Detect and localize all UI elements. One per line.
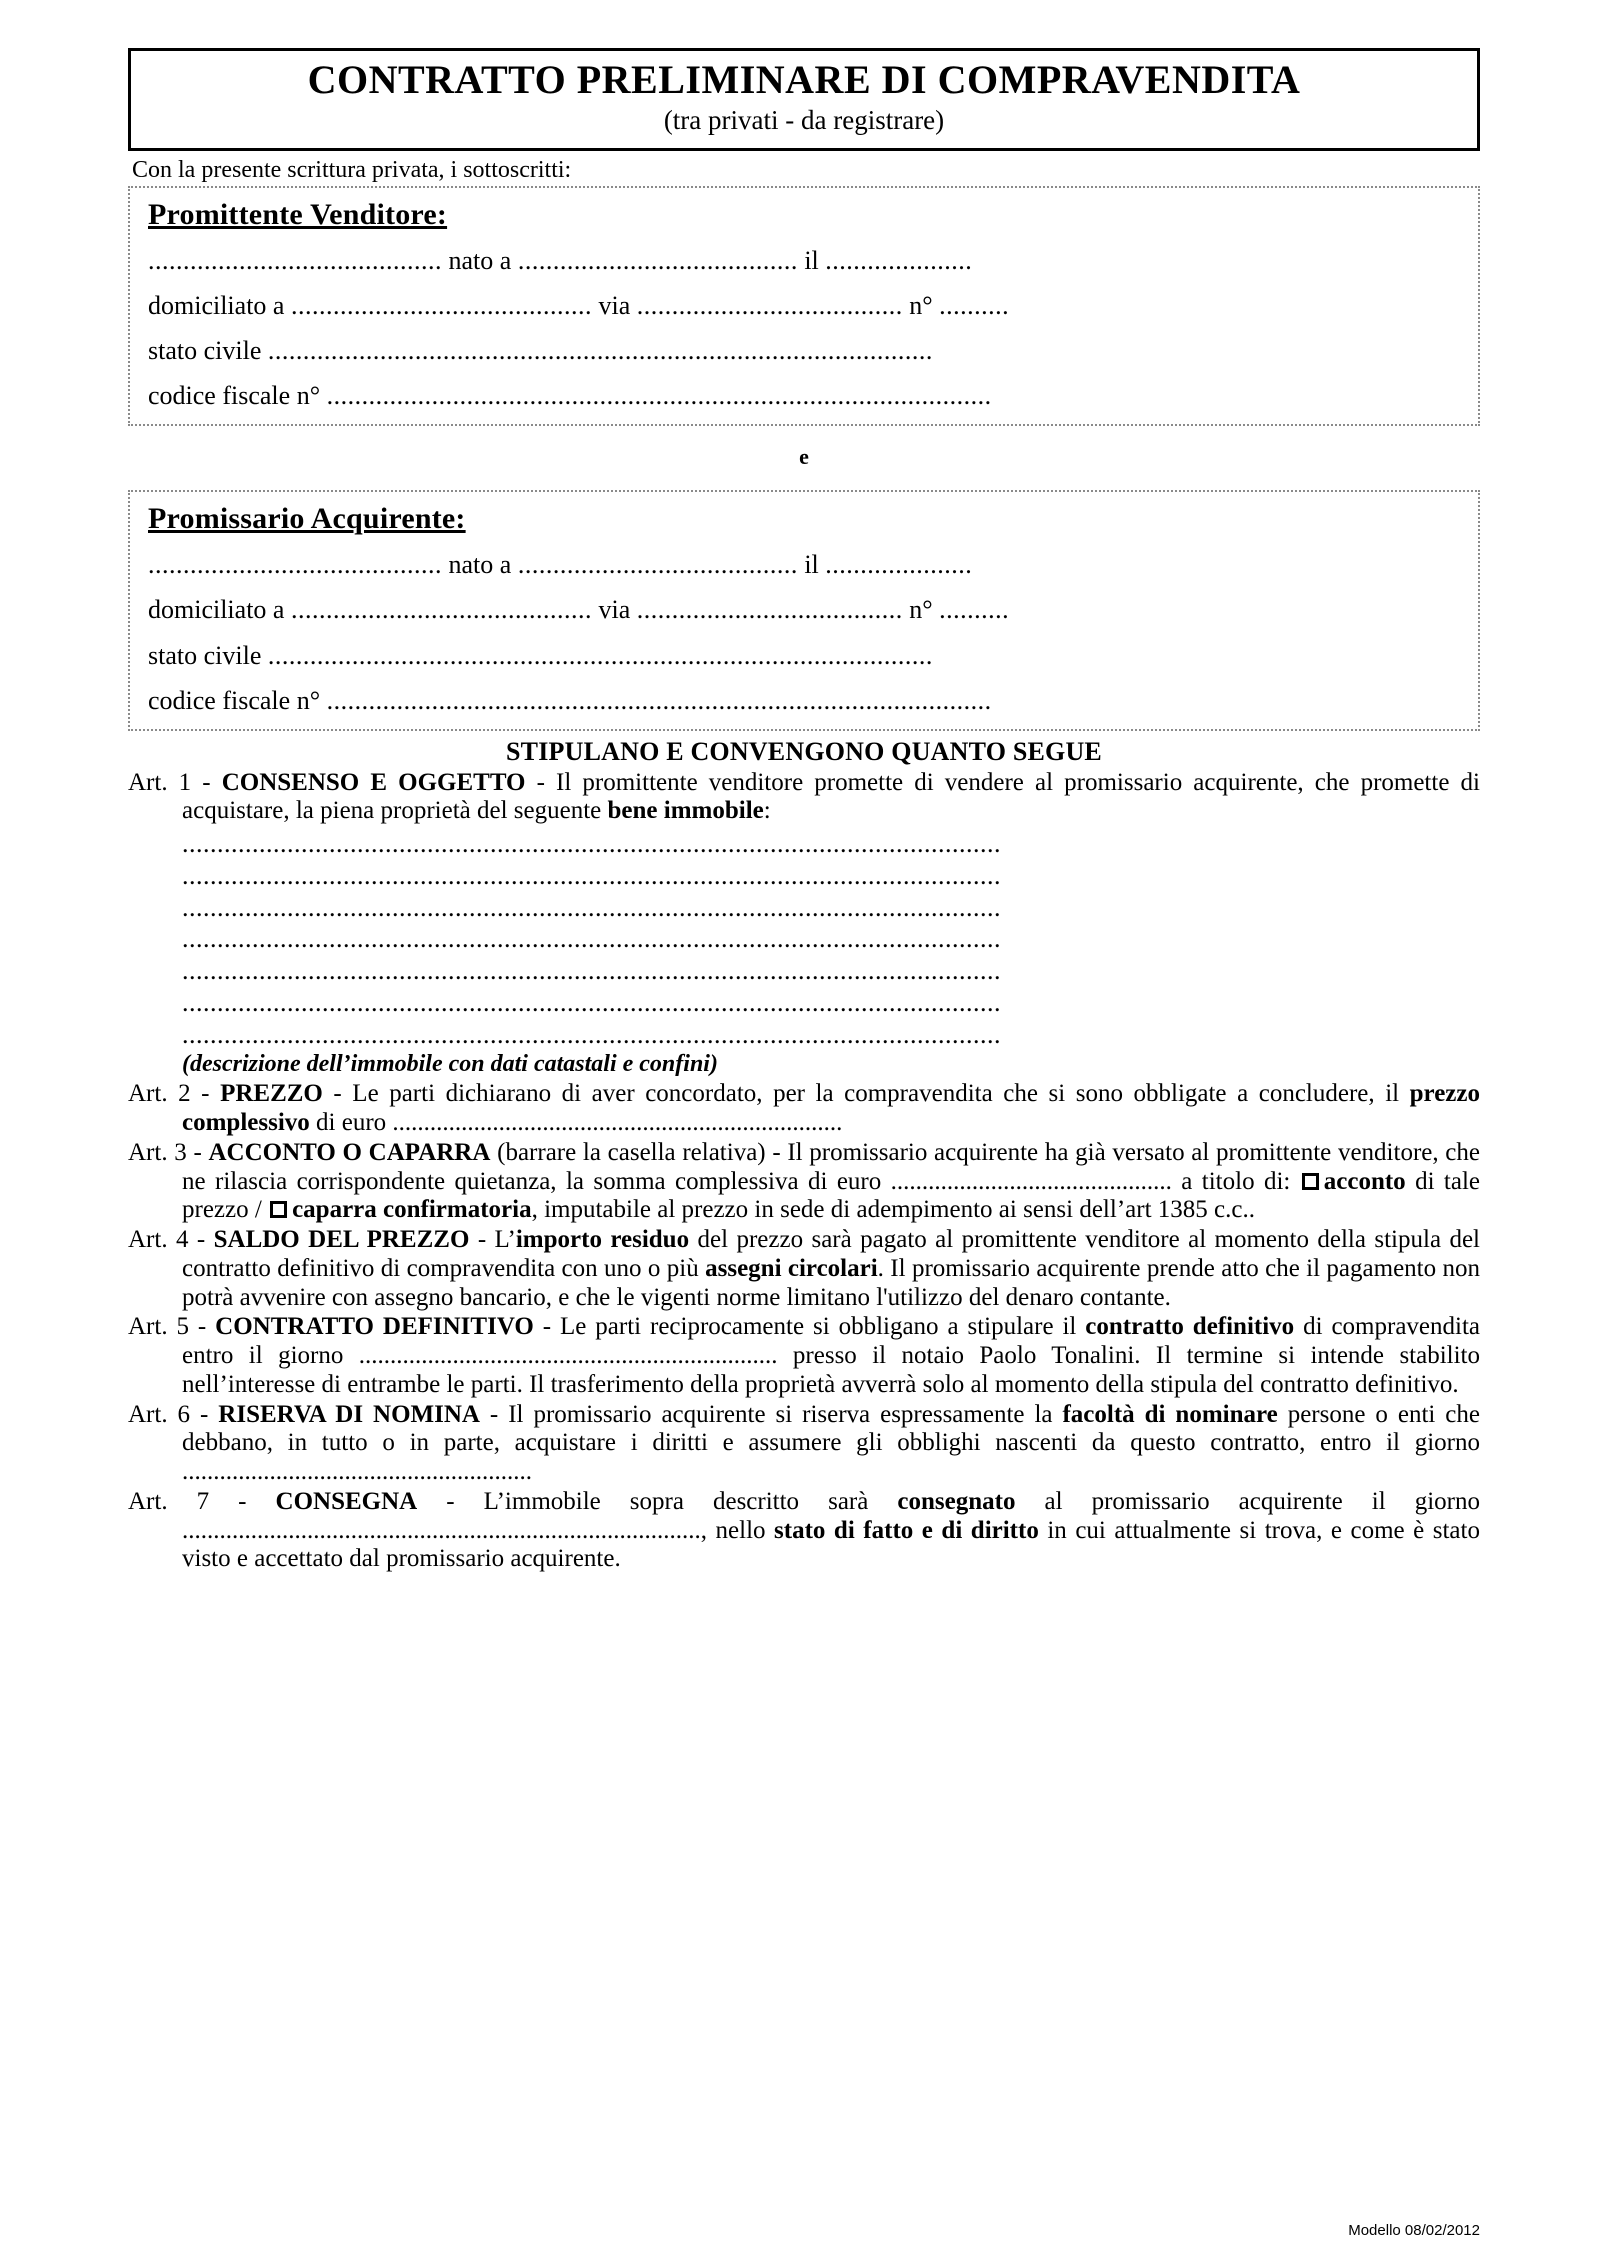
label-domiciliato-a: domiciliato a <box>148 290 285 320</box>
article-2-title: PREZZO <box>220 1080 323 1108</box>
seller-block <box>128 186 1480 426</box>
label-codice-fiscale: codice fiscale n° <box>148 381 321 411</box>
article-6-text-a: - Il promissario acquirente si riserva espressamente la <box>479 1400 1063 1428</box>
intro-line: Con la presente scrittura privata, i sottoscritti: <box>132 156 572 183</box>
article-7 <box>128 1488 1480 1574</box>
description-blank-line[interactable]: ..................................................................................................................... <box>182 987 1001 1017</box>
article-3-number: Art. 3 - <box>128 1138 209 1166</box>
label-codice-fiscale: codice fiscale n° <box>148 685 321 715</box>
article-3-title: ACCONTO O CAPARRA <box>208 1138 491 1166</box>
section-heading: STIPULANO E CONVENGONO QUANTO SEGUE <box>506 736 1102 766</box>
seller-city-field[interactable]: ........................................... <box>290 290 592 320</box>
article-1-text-a: - Il promittente venditore promette di vendere al promissario acquirente, che promette di acquistare, la piena proprietà del seguente <box>182 768 1480 825</box>
description-blank-line[interactable]: ..................................................................................................................... <box>182 860 1001 890</box>
description-blank-line[interactable]: ..................................................................................................................... <box>182 1019 1001 1049</box>
buyer-address-row[interactable] <box>148 595 1464 624</box>
label-domiciliato-a: domiciliato a <box>148 595 285 625</box>
article-2-bold-b: prezzo complessivo <box>182 1080 1480 1137</box>
buyer-fiscalcode-field[interactable]: ............................................................................................... <box>326 685 992 715</box>
seller-civilstatus-field[interactable]: ............................................................................................... <box>267 336 933 366</box>
article-5-text-a: - Le parti reciprocamente si obbligano a stipulare il <box>533 1313 1086 1341</box>
conjunction-e: e <box>799 444 809 470</box>
article-1-text-c: : <box>763 797 771 825</box>
buyer-name-row[interactable] <box>148 550 1464 579</box>
label-nato-a: nato a <box>448 550 512 580</box>
seller-address-row[interactable] <box>148 291 1464 320</box>
buyer-birthdate-field[interactable]: ..................... <box>825 550 973 580</box>
seller-streetnumber-field[interactable]: .......... <box>939 290 1010 320</box>
article-5-text-b[interactable]: di compravendita entro il giorno ................................................................... presso il notaio Paolo Tonalini. Il termine si intende stabilito nell’interesse di entrambe le parti. Il trasferimento della proprietà avverrà solo al momento della stipula del contratto definitivo. <box>182 1313 1481 1398</box>
buyer-street-field[interactable]: ...................................... <box>636 595 903 625</box>
article-7-bold-b: consegnato <box>897 1487 1016 1515</box>
description-blank-line[interactable]: ..................................................................................................................... <box>182 892 1001 922</box>
article-6-text-b[interactable]: persone o enti che debbano, in tutto o in parte, acquistare i diritti e assumere gli obblighi nascenti da questo contratto, entro il giorno ........................................................ <box>182 1400 1480 1486</box>
article-5-title: CONTRATTO DEFINITIVO <box>215 1313 534 1341</box>
seller-fiscalcode-row[interactable] <box>148 381 1464 410</box>
article-4-text-c: . Il promissario acquirente prende atto che il pagamento non potrà avvenire con assegno bancario, e che le vigenti norme limitano l'utilizzo del denaro contante. <box>182 1254 1480 1311</box>
article-5-bold-b: contratto definitivo <box>1085 1313 1295 1341</box>
article-4-text-a: - L’ <box>469 1226 516 1254</box>
article-3-text-c: , imputabile al prezzo in sede di adempimento ai sensi dell’art 1385 c.c.. <box>531 1196 1255 1224</box>
article-4 <box>128 1226 1480 1312</box>
label-via: via <box>598 595 631 625</box>
article-7-text-b[interactable]: al promissario acquirente il giorno ..................................................................................., nello <box>182 1487 1480 1544</box>
article-1 <box>128 769 1480 827</box>
article-2-number: Art. 2 - <box>128 1080 221 1108</box>
buyer-birthplace-field[interactable]: ........................................ <box>517 550 798 580</box>
article-2 <box>128 1080 1480 1138</box>
article-4-title: SALDO DEL PREZZO <box>213 1226 470 1254</box>
title-box <box>128 48 1480 151</box>
article-4-number: Art. 4 - <box>128 1226 214 1254</box>
checkbox-acconto[interactable] <box>1302 1173 1319 1190</box>
article-6-number: Art. 6 - <box>128 1400 219 1428</box>
article-6-title: RISERVA DI NOMINA <box>218 1400 480 1428</box>
buyer-name-field[interactable]: .......................................... <box>148 550 442 580</box>
article-3-option-acconto: acconto <box>1323 1167 1406 1195</box>
article-1-bold-b: bene immobile <box>607 797 764 825</box>
article-6-bold-b: facoltà di nominare <box>1062 1400 1278 1428</box>
article-1-title: CONSENSO E OGGETTO <box>221 768 526 796</box>
description-blank-line[interactable]: ..................................................................................................................... <box>182 924 1001 954</box>
page-subtitle: (tra privati - da registrare) <box>663 105 945 136</box>
label-stato-civile: stato civile <box>148 640 262 670</box>
seller-fiscalcode-field[interactable]: ............................................................................................... <box>326 381 992 411</box>
article-4-bold-c: assegni circolari <box>705 1254 878 1282</box>
article-2-price-field[interactable]: di euro ........................................................................ <box>309 1109 843 1137</box>
article-1-number: Art. 1 - <box>128 768 222 796</box>
buyer-heading: Promissario Acquirente: <box>148 502 466 536</box>
label-il: il <box>804 245 819 275</box>
article-3-mid: di tale prezzo / <box>182 1167 1481 1224</box>
model-footer: Modello 08/02/2012 <box>1348 2222 1480 2239</box>
article-5-number: Art. 5 - <box>128 1313 216 1341</box>
seller-street-field[interactable]: ...................................... <box>636 290 903 320</box>
buyer-streetnumber-field[interactable]: .......... <box>939 595 1010 625</box>
article-4-text-b: del prezzo sarà pagato al promittente venditore al momento della stipula del contratto definitivo di compravendita con uno o più <box>182 1226 1480 1282</box>
article-5 <box>128 1313 1480 1399</box>
article-7-text-a: - L’immobile sopra descritto sarà <box>417 1487 898 1515</box>
article-4-bold-b: importo residuo <box>515 1226 690 1254</box>
article-7-text-c: in cui attualmente si trova, e come è stato visto e accettato dal promissario acquirente. <box>182 1516 1480 1573</box>
article-3 <box>128 1139 1480 1225</box>
seller-name-field[interactable]: .......................................... <box>148 245 442 275</box>
article-3-option-caparra: caparra confirmatoria <box>292 1196 532 1224</box>
label-stato-civile: stato civile <box>148 336 262 366</box>
seller-heading: Promittente Venditore: <box>148 197 448 231</box>
property-description-lines[interactable] <box>128 828 1480 1050</box>
label-via: via <box>598 290 631 320</box>
buyer-fiscalcode-row[interactable] <box>148 686 1464 715</box>
article-7-bold-c: stato di fatto e di diritto <box>774 1516 1039 1544</box>
article-3-text-a[interactable]: (barrare la casella relativa) - Il promissario acquirente ha già versato al promittente venditore, che ne rilascia corrispondente quietanza, la somma complessiva di euro ............................................. a titolo di: <box>182 1138 1480 1195</box>
description-blank-line[interactable]: ..................................................................................................................... <box>182 829 1001 859</box>
page-title: CONTRATTO PRELIMINARE DI COMPRAVENDITA <box>307 57 1301 102</box>
buyer-block <box>128 490 1480 730</box>
article-7-title: CONSEGNA <box>275 1487 418 1515</box>
seller-birthplace-field[interactable]: ........................................ <box>517 245 798 275</box>
checkbox-caparra[interactable] <box>270 1201 287 1218</box>
seller-birthdate-field[interactable]: ..................... <box>825 245 973 275</box>
buyer-city-field[interactable]: ........................................... <box>290 595 592 625</box>
label-numero: n° <box>909 290 933 320</box>
article-6 <box>128 1401 1480 1487</box>
description-blank-line[interactable]: ..................................................................................................................... <box>182 956 1001 986</box>
label-nato-a: nato a <box>448 245 512 275</box>
article-7-number: Art. 7 - <box>128 1487 276 1515</box>
buyer-civilstatus-row[interactable] <box>148 641 1464 670</box>
label-il: il <box>804 550 819 580</box>
buyer-civilstatus-field[interactable]: ............................................................................................... <box>267 640 933 670</box>
label-numero: n° <box>909 595 933 625</box>
seller-name-row[interactable] <box>148 246 1464 275</box>
article-1-caption: (descrizione dell’immobile con dati catastali e confini) <box>182 1051 718 1078</box>
seller-civilstatus-row[interactable] <box>148 336 1464 365</box>
article-2-text-a: - Le parti dichiarano di aver concordato, per la compravendita che si sono obbligate a concludere, il <box>322 1080 1410 1108</box>
